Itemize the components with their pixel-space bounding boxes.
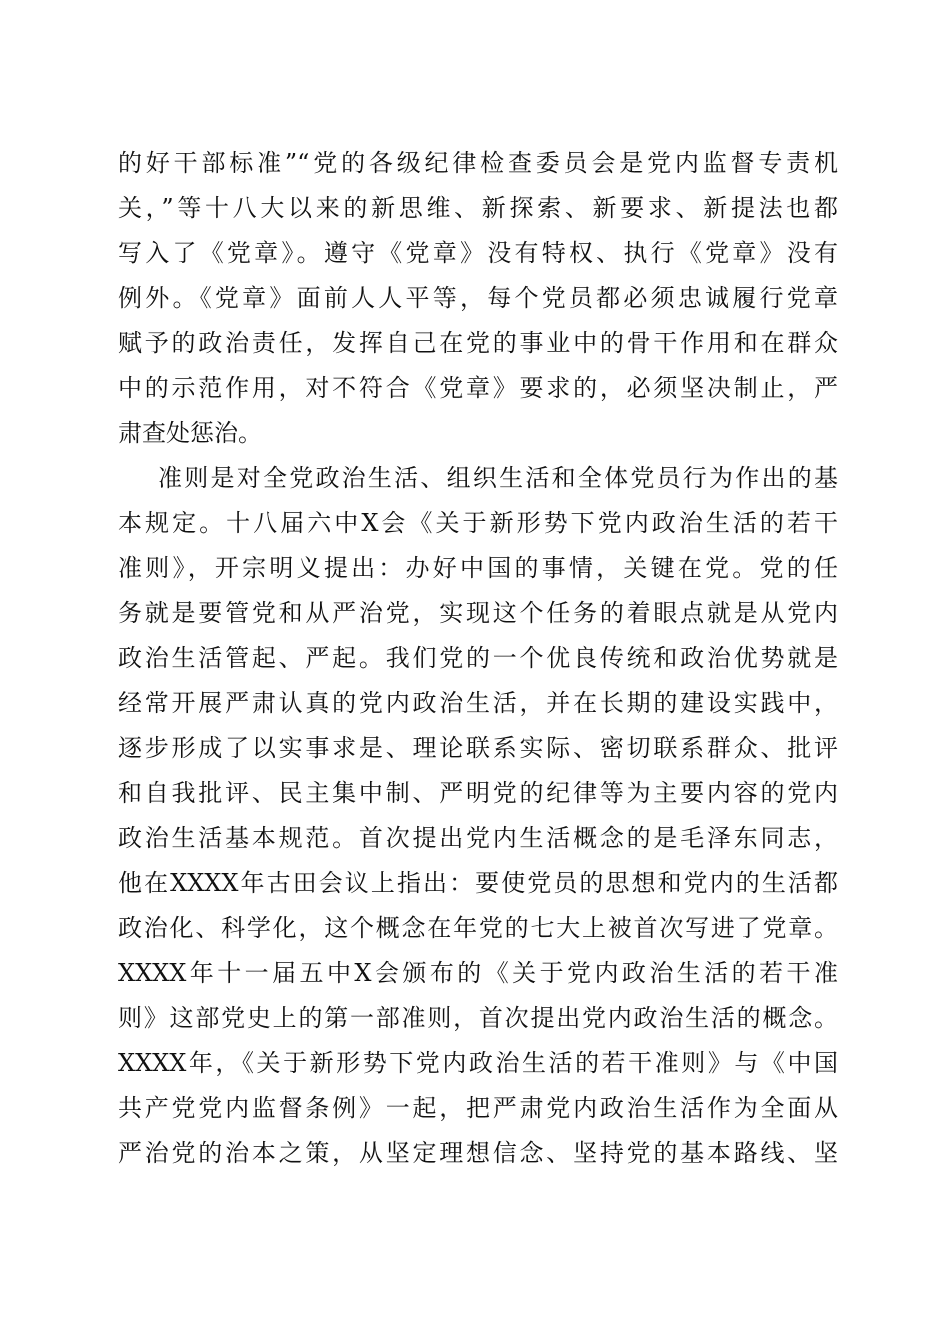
paragraph-1: [118, 141, 838, 456]
paragraph-line: 他在XXXX年古田会议上指出：要使党员的思想和党内的生活都: [118, 869, 838, 897]
paragraph-line: 共产党党内监督条例》一起，把严肃党内政治生活作为全面从: [118, 1094, 838, 1122]
paragraph-line: 则》这部党史上的第一部准则，首次提出党内政治生活的概念。: [118, 1004, 838, 1032]
paragraph-line: 政治生活基本规范。首次提出党内生活概念的是毛泽东同志，: [118, 824, 838, 852]
paragraph-line: 逐步形成了以实事求是、理论联系实际、密切联系群众、批评: [118, 734, 838, 762]
paragraph-line: 的好干部标准”“党的各级纪律检查委员会是党内监督专责机: [118, 149, 838, 177]
paragraph-line: 例外。《党章》面前人人平等，每个党员都必须忠诚履行党章: [118, 284, 838, 312]
paragraph-line: 赋予的政治责任，发挥自己在党的事业中的骨干作用和在群众: [118, 329, 838, 357]
paragraph-line: 肃查处惩治。: [118, 419, 262, 447]
paragraph-line: 政治化、科学化，这个概念在年党的七大上被首次写进了党章。: [118, 914, 838, 942]
paragraph-line: 政治生活管起、严起。我们党的一个优良传统和政治优势就是: [118, 644, 838, 672]
paragraph-line: 写入了《党章》。遵守《党章》没有特权、执行《党章》没有: [118, 239, 838, 267]
document-body: [118, 141, 838, 1176]
paragraph-line: 准则》，开宗明义提出：办好中国的事情，关键在党。党的任: [118, 554, 838, 582]
paragraph-line: XXXX年十一届五中X会颁布的《关于党内政治生活的若干准: [118, 959, 838, 987]
paragraph-line: 准则是对全党政治生活、组织生活和全体党员行为作出的基: [158, 464, 838, 492]
paragraph-line: 严治党的治本之策，从坚定理想信念、坚持党的基本路线、坚: [118, 1139, 838, 1167]
paragraph-line: 和自我批评、民主集中制、严明党的纪律等为主要内容的党内: [118, 779, 838, 807]
paragraph-line: 经常开展严肃认真的党内政治生活，并在长期的建设实践中，: [118, 689, 838, 717]
paragraph-line: 中的示范作用，对不符合《党章》要求的，必须坚决制止，严: [118, 374, 838, 402]
paragraph-2: [118, 456, 838, 1176]
paragraph-line: 本规定。十八届六中X会《关于新形势下党内政治生活的若干: [118, 509, 838, 537]
paragraph-line: XXXX年，《关于新形势下党内政治生活的若干准则》与《中国: [118, 1049, 838, 1077]
paragraph-line: 务就是要管党和从严治党，实现这个任务的着眼点就是从党内: [118, 599, 838, 627]
paragraph-line: 关，”等十八大以来的新思维、新探索、新要求、新提法也都: [118, 194, 838, 222]
